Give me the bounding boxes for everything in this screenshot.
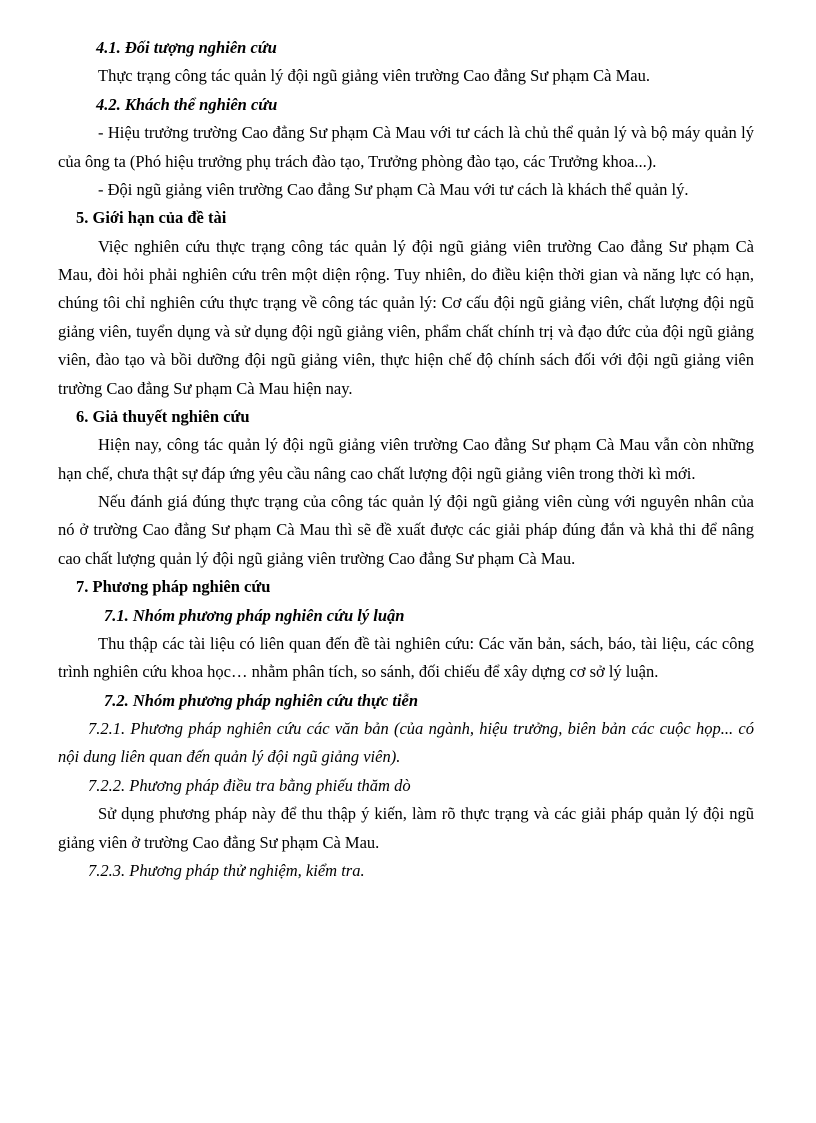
heading-7-1: 7.1. Nhóm phương pháp nghiên cứu lý luận	[104, 605, 405, 625]
paragraph-7-1: Thu thập các tài liệu có liên quan đến đề tài nghiên cứu: Các văn bản, sách, báo, tài liệu, các công trình nghiên cứu khoa học… nhằm phân tích, so sánh, đối chiếu để xây dựng cơ sở lý luận.	[58, 633, 754, 682]
paragraph-5: Việc nghiên cứu thực trạng công tác quản lý đội ngũ giảng viên trường Cao đẳng Sư phạm Cà Mau, đòi hỏi phải nghiên cứu trên một diện rộng. Tuy nhiên, do điều kiện thời gian và năng lực có hạn, chúng tôi chỉ nghiên cứu thực trạng về công tác quản lý: Cơ cấu đội ngũ giảng viên, chất lượng đội ngũ giảng viên, tuyển dụng và sử dụng đội ngũ giảng viên, phẩm chất chính trị và đạo đức của đội ngũ giảng viên, đào tạo và bồi dưỡng đội ngũ giảng viên, thực hiện chế độ chính sách đối với đội ngũ giảng viên trường Cao đẳng Sư phạm Cà Mau hiện nay.	[58, 236, 754, 398]
paragraph-4-2-subject: - Hiệu trưởng trường Cao đẳng Sư phạm Cà Mau với tư cách là chủ thể quản lý và bộ máy quản lý của ông ta (Phó hiệu trưởng phụ trách đào tạo, Trưởng phòng đào tạo, các Trưởng khoa...).	[58, 123, 754, 171]
paragraph-6-b: Nếu đánh giá đúng thực trạng của công tác quản lý đội ngũ giảng viên cùng với nguyên nhân của nó ở trường Cao đẳng Sư phạm Cà Mau thì sẽ đề xuất được các giải pháp đúng đắn và khả thi để nâng cao chất lượng quản lý đội ngũ giảng viên trường Cao đẳng Sư phạm Cà Mau.	[58, 492, 754, 568]
heading-7: 7. Phương pháp nghiên cứu	[76, 577, 271, 597]
paragraph-7-2-3: 7.2.3. Phương pháp thử nghiệm, kiểm tra.	[88, 860, 365, 880]
paragraph-4-2-object: - Đội ngũ giảng viên trường Cao đẳng Sư phạm Cà Mau với tư cách là khách thể quản lý.	[98, 179, 689, 199]
heading-7-2: 7.2. Nhóm phương pháp nghiên cứu thực tiễn	[104, 690, 419, 710]
heading-4-1: 4.1. Đối tượng nghiên cứu	[96, 38, 277, 57]
heading-6: 6. Giả thuyết nghiên cứu	[76, 406, 250, 426]
paragraph-6-a: Hiện nay, công tác quản lý đội ngũ giảng viên trường Cao đẳng Sư phạm Cà Mau vẫn còn những hạn chế, chưa thật sự đáp ứng yêu cầu nâng cao chất lượng đội ngũ giảng viên trong thời kì mới.	[58, 435, 754, 483]
heading-4-2: 4.2. Khách thể nghiên cứu	[96, 94, 278, 114]
document-body	[58, 34, 754, 885]
paragraph-7-2-1: 7.2.1. Phương pháp nghiên cứu các văn bản (của ngành, hiệu trưởng, biên bản các cuộc họp... có nội dung liên quan đến quản lý đội ngũ giảng viên).	[58, 719, 754, 767]
paragraph-4-1: Thực trạng công tác quản lý đội ngũ giảng viên trường Cao đẳng Sư phạm Cà Mau.	[98, 66, 650, 86]
heading-5: 5. Giới hạn của đề tài	[76, 208, 227, 228]
paragraph-7-2-2: 7.2.2. Phương pháp điều tra bằng phiếu thăm dò	[88, 775, 411, 795]
paragraph-7-2-2-body: Sử dụng phương pháp này để thu thập ý kiến, làm rõ thực trạng và các giải pháp quản lý đội ngũ giảng viên ở trường Cao đẳng Sư phạm Cà Mau.	[58, 804, 754, 852]
